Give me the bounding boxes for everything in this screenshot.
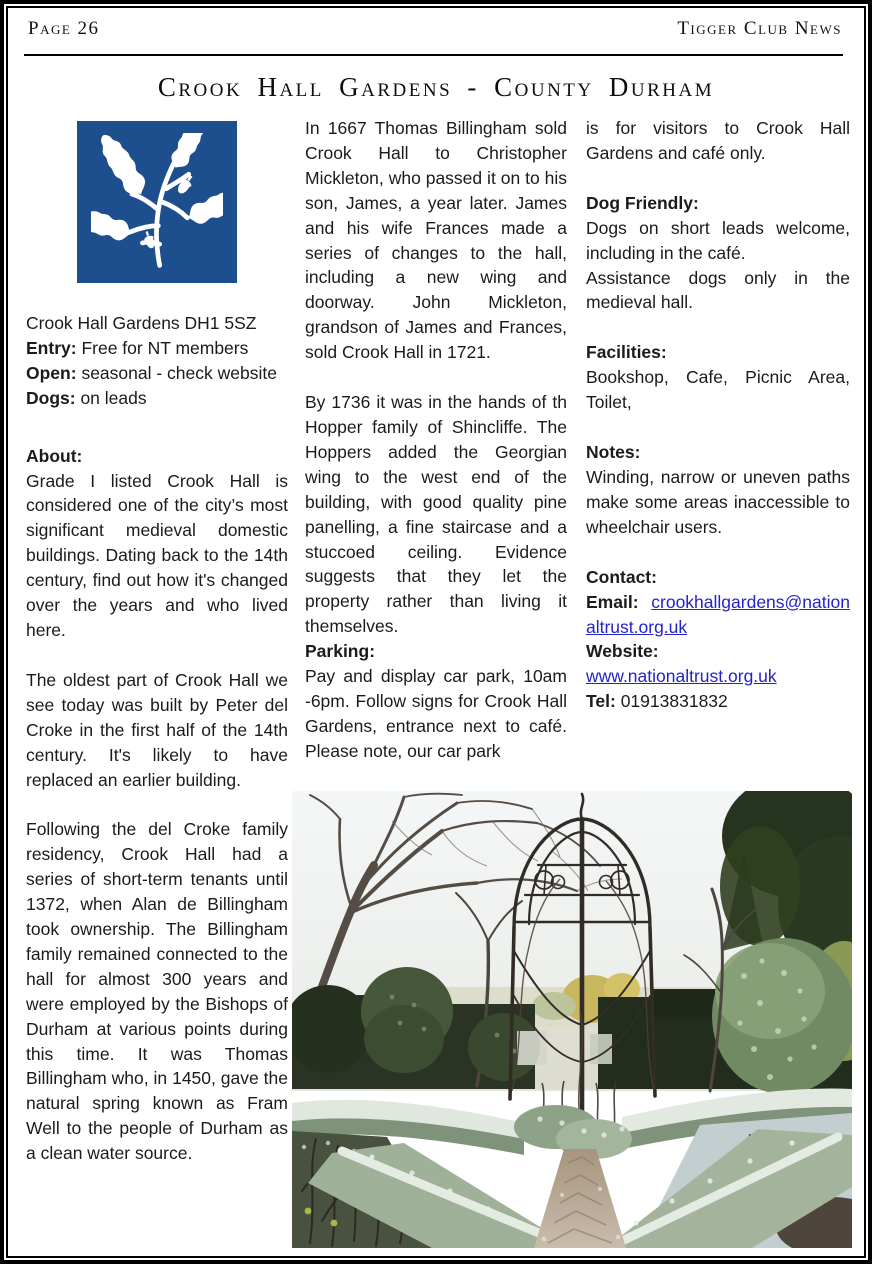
dog-friendly-line-2: Assistance dogs only in the medieval hall. bbox=[586, 267, 850, 313]
website-label: Website: bbox=[586, 641, 659, 662]
entry-value: Free for NT members bbox=[81, 337, 249, 358]
email-link[interactable]: crookhallgardens@nationaltrust.org.uk bbox=[586, 591, 850, 637]
garden-photo-illustration bbox=[292, 791, 852, 1248]
open-line bbox=[26, 361, 288, 386]
right-column bbox=[586, 116, 850, 714]
left-column bbox=[26, 116, 288, 1166]
parking-heading: Parking: bbox=[305, 641, 376, 662]
tel-value: 01913831832 bbox=[620, 691, 728, 712]
email-label: Email: bbox=[586, 591, 639, 612]
spacer bbox=[586, 166, 850, 191]
about-paragraph-1: Grade I listed Crook Hall is considered one of the city’s most significant medieval domestic buildings. Dating back to the 14th century, find out how it's changed over the years and who lived here. bbox=[26, 470, 288, 640]
website-link[interactable]: www.nationaltrust.org.uk bbox=[586, 666, 777, 687]
entry-label: Entry: bbox=[26, 337, 77, 358]
dog-friendly-line-1: Dogs on short leads welcome, including in the café. bbox=[586, 217, 850, 263]
about-heading: About: bbox=[26, 445, 83, 466]
parking-paragraph: Pay and display car park, 10am -6pm. Follow signs for Crook Hall Gardens, entrance next to café. Please note, our car park bbox=[305, 666, 567, 761]
garden-photo bbox=[292, 791, 852, 1248]
notes-heading: Notes: bbox=[586, 442, 641, 463]
history-paragraph-1: In 1667 Thomas Billingham sold Crook Hall to Christopher Mickleton, who passed it on to his son, James, a year later. James and his wife Frances made a series of changes to the hall, including a new wing and doorway. John Mickleton, grandson of James and Frances, sold Crook Hall in 1721. bbox=[305, 118, 567, 363]
history-paragraph-2: By 1736 it was in the hands of th Hopper family of Shincliffe. The Hoppers added the Georgian wing to the west end of the building, with good quality pine panelling, a fine staircase and a stuccoed ceiling. Evidence suggests that they let the property rather than living it themselves. bbox=[305, 392, 567, 637]
address-line: Crook Hall Gardens DH1 5SZ bbox=[26, 313, 257, 333]
dogs-label: Dogs: bbox=[26, 387, 76, 408]
spacer bbox=[26, 792, 288, 817]
contact-heading: Contact: bbox=[586, 566, 657, 587]
about-paragraph-2: The oldest part of Crook Hall we see today was built by Peter del Croke in the first half of the 14th century. It's likely to have replaced an earlier building. bbox=[26, 669, 288, 790]
open-value: seasonal - check website bbox=[81, 362, 277, 383]
spacer bbox=[586, 415, 850, 440]
middle-column bbox=[305, 116, 567, 764]
spacer bbox=[586, 540, 850, 565]
newsletter-brand: Tigger Club News bbox=[677, 18, 842, 39]
notes-text: Winding, narrow or uneven paths make some areas inaccessible to wheelchair users. bbox=[586, 466, 850, 537]
facilities-heading: Facilities: bbox=[586, 342, 667, 363]
dogs-line bbox=[26, 386, 288, 411]
entry-line bbox=[26, 336, 288, 361]
dogs-value: on leads bbox=[80, 387, 147, 408]
contact-email-line bbox=[586, 590, 850, 640]
contact-tel-line bbox=[586, 689, 850, 714]
oak-leaf-icon bbox=[91, 133, 223, 271]
tel-label: Tel: bbox=[586, 691, 616, 712]
spacer bbox=[26, 411, 288, 444]
page-number: Page 26 bbox=[28, 18, 100, 39]
facilities-text: Bookshop, Cafe, Picnic Area, Toilet, bbox=[586, 367, 850, 413]
spacer bbox=[586, 315, 850, 340]
spacer bbox=[305, 365, 567, 390]
open-label: Open: bbox=[26, 362, 77, 383]
dog-friendly-heading: Dog Friendly: bbox=[586, 192, 699, 213]
parking-paragraph-continued: is for visitors to Crook Hall Gardens and café only. bbox=[586, 118, 850, 163]
article-title: Crook Hall Gardens - County Durham bbox=[157, 72, 715, 102]
header-divider bbox=[24, 54, 843, 56]
page-header bbox=[28, 18, 842, 40]
national-trust-logo bbox=[77, 121, 237, 283]
about-paragraph-3: Following the del Croke family residency, Crook Hall had a series of short-term tenants until 1372, when Alan de Billingham took ownership. The Billingham family remained connected to the hall for almost 300 years and were employed by the Bishops of Durham at various points during this time. It was Thomas Billingham who, in 1450, gave the natural spring known as Fram Well to the people of Durham as a clean water source. bbox=[26, 819, 288, 1164]
spacer bbox=[26, 643, 288, 668]
